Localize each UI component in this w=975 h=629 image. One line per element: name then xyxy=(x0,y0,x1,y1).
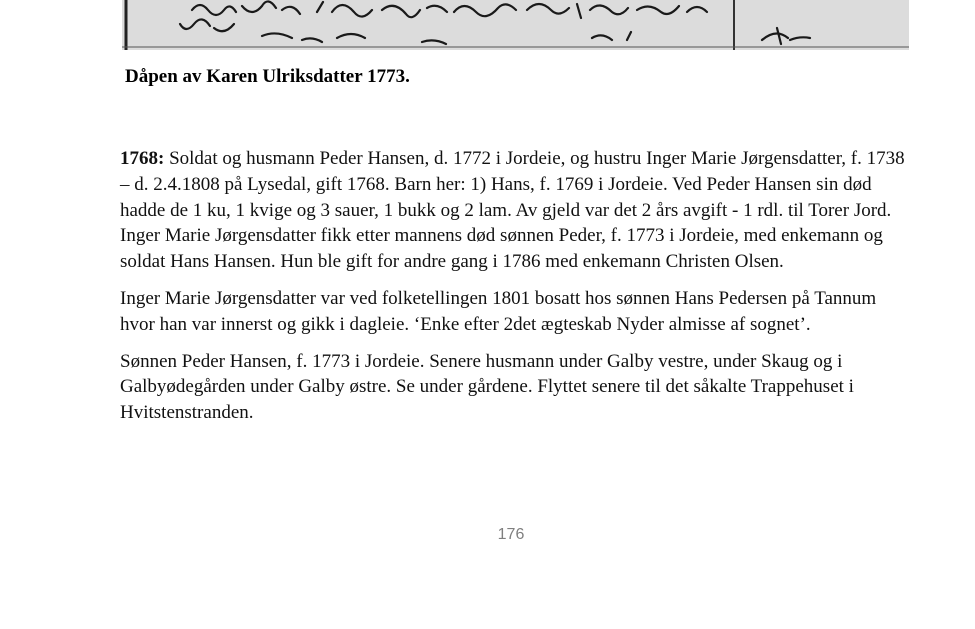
paragraph-text: Soldat og husmann Peder Hansen, d. 1772 i Jordeie, og hustru Inger Marie Jørgensdatter, f. 1738 – d. 2.4.1808 på Lysedal, gift 1768. Barn her: 1) Hans, f. 1769 i Jordeie. Ved Peder Hansen sin død hadde de 1 ku, 1 kvige og 3 sauer, 1 bukk og 2 lam. Av gjeld var det 2 års avgift - 1 rdl. til Torer Jord. Inger Marie Jørgensdatter fikk etter mannens død sønnen Peder, f. 1773 i Jordeie, med enkemann og soldat Hans Hansen. Hun ble gift for andre gang i 1786 med enkemann Christen Olsen. xyxy=(120,148,905,273)
paragraph-1768 xyxy=(120,146,910,275)
image-caption: Dåpen av Karen Ulriksdatter 1773. xyxy=(125,66,410,87)
paragraph-census-1801: Inger Marie Jørgensdatter var ved folketellingen 1801 bosatt hos sønnen Hans Pedersen på Tannum hvor han var innerst og gikk i dagleie. ‘Enke efter 2det ægteskab Nyder almisse af sognet’. xyxy=(120,287,877,335)
page-number: 176 xyxy=(497,526,525,543)
paragraph-son-peder: Sønnen Peder Hansen, f. 1773 i Jordeie. Senere husmann under Galby vestre, under Skaug og i Galbyødegården under Galby østre. Se under gårdene. Flyttet senere til det såkalte Trappehuset i Hvitstenstranden. xyxy=(120,350,854,424)
year-lead: 1768: xyxy=(120,148,165,169)
scanned-manuscript-image xyxy=(122,0,909,50)
document-body xyxy=(120,146,910,437)
